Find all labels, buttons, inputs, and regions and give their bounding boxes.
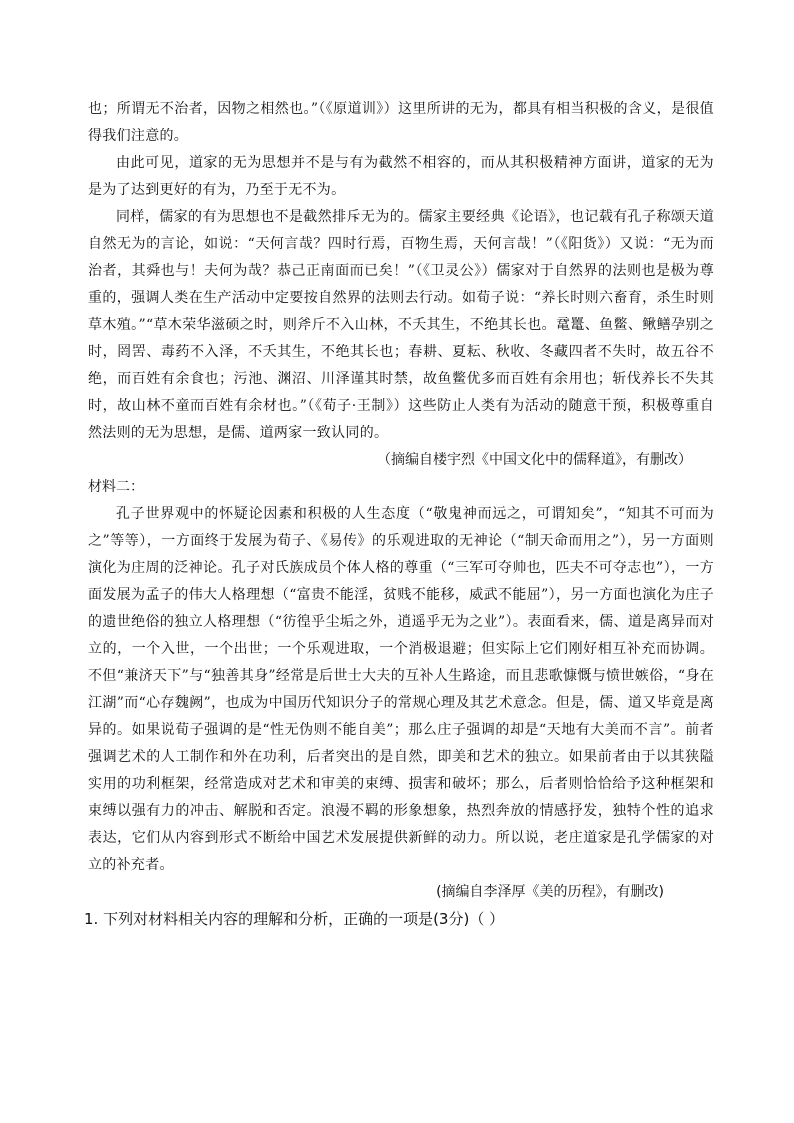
material-two-source: (摘编自李泽厚《美的历程》，有删改): [436, 884, 664, 900]
question-1: 1. 下列对材料相关内容的理解和分析，正确的一项是(3分)（ ）: [84, 910, 505, 928]
material-two-heading: 材料二：: [88, 479, 144, 495]
document-page: [84, 96, 714, 933]
material-one-source: （摘编自楼宇烈《中国文化中的儒释道》，有删改）: [377, 452, 692, 468]
material-two-paragraph: 孔子世界观中的怀疑论因素和积极的人生态度（“敬鬼神而远之，可谓知矣”，“知其不可而为之”等等），一方面终于发展为荀子、《易传》的乐观进取的无神论（“制天命而用之”），另一方面则演化为庄周的泛神论。孔子对氏族成员个体人格的尊重（“三军可夺帅也，匹夫不可夺志也”），一方面发展为孟子的伟大人格理想（“富贵不能淫，贫贱不能移，威武不能屈”），另一方面也演化为庄子的遗世绝俗的独立人格理想（“彷徨乎尘垢之外，逍遥乎无为之业”）。表面看来，儒、道是离异而对立的，一个入世，一个出世；一个乐观进取，一个消极退避；但实际上它们刚好相互补充而协调。不但“兼济天下”与“独善其身”经常是后世士大夫的互补人生路途，而且悲歌慷慨与愤世嫉俗，“身在江湖”而“心存魏阙”，也成为中国历代知识分子的常规心理及其艺术意念。但是，儒、道又毕竟是离异的。如果说荀子强调的是“性无伪则不能自美”；那么庄子强调的却是“天地有大美而不言”。前者强调艺术的人工制作和外在功利，后者突出的是自然，即美和艺术的独立。如果前者由于以其狭隘实用的功利框架，经常造成对艺术和审美的束缚、损害和破坏；那么，后者则恰恰给予这种框架和束缚以强有力的冲击、解脱和否定。浪漫不羁的形象想象，热烈奔放的情感抒发，独特个性的追求表达，它们从内容到形式不断给中国艺术发展提供新鲜的动力。所以说，老庄道家是孔学儒家的对立的补充者。: [88, 506, 714, 873]
material-one-paragraph-2: 由此可见，道家的无为思想并不是与有为截然不相容的，而从其积极精神方面讲，道家的无为是为了达到更好的有为，乃至于无不为。: [88, 155, 714, 198]
material-one-paragraph-1: 也；所谓无不治者，因物之相然也。”（《原道训》）这里所讲的无为，都具有相当积极的含义，是很值得我们注意的。: [88, 101, 714, 144]
material-one-paragraph-3: 同样，儒家的有为思想也不是截然排斥无为的。儒家主要经典《论语》，也记载有孔子称颂天道自然无为的言论，如说：“天何言哉？四时行焉，百物生焉，天何言哉！”（《阳货》）又说：“无为而治者，其舜也与！夫何为哉？恭己正南面而已矣！”（《卫灵公》）儒家对于自然界的法则也是极为尊重的，强调人类在生产活动中定要按自然界的法则去行动。如荀子说：“养长时则六畜育，杀生时则草木殖。”“草木荣华滋硕之时，则斧斤不入山林，不夭其生，不绝其长也。鼋鼍、鱼鳖、鳅鳝孕别之时，罔罟、毒药不入泽，不夭其生，不绝其长也；春耕、夏耘、秋收、冬藏四者不失时，故五谷不绝，而百姓有余食也；污池、渊沼、川泽谨其时禁，故鱼鳖优多而百姓有余用也；斩伐养长不失其时，故山林不童而百姓有余材也。”（《荀子·王制》）这些防止人类有为活动的随意干预，积极尊重自然法则的无为思想，是儒、道两家一致认同的。: [88, 209, 714, 441]
